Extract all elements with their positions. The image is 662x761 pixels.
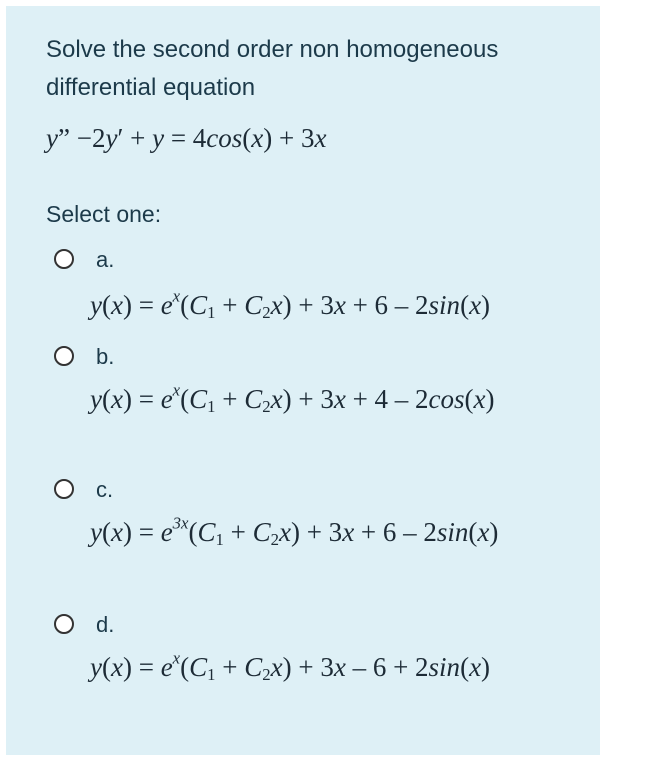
opt-const: + 6 – 2 xyxy=(354,517,437,547)
opt-c1: C xyxy=(189,384,208,414)
opt-c1: C xyxy=(189,652,208,682)
option-letter-d: d. xyxy=(96,612,115,637)
opt-exp: x xyxy=(172,286,181,306)
eq-prime: ′ xyxy=(117,123,124,153)
option-letter-c: c. xyxy=(96,477,114,502)
opt-trig: cos xyxy=(428,384,465,414)
opt-t-close: ) xyxy=(489,517,499,547)
opt-tx: x xyxy=(469,290,482,320)
opt-t-open: ( xyxy=(460,290,470,320)
opt-x3: x xyxy=(333,384,346,414)
eq-equals: = 4 xyxy=(164,123,207,153)
select-one-label: Select one: xyxy=(46,201,162,227)
opt-c2: C xyxy=(244,290,263,320)
question-line-2: differential equation xyxy=(46,74,256,101)
option-equation-a xyxy=(90,285,490,325)
differential-equation xyxy=(46,118,327,158)
eq-plus-3: + 3 xyxy=(272,123,315,153)
option-letter-b: b. xyxy=(96,344,115,369)
opt-e: e xyxy=(160,290,173,320)
opt-y: y xyxy=(90,290,102,320)
opt-cx: x xyxy=(270,384,283,414)
opt-sub1: 1 xyxy=(207,303,216,323)
opt-y: y xyxy=(90,517,102,547)
eq-y: y xyxy=(46,123,58,153)
opt-trig: sin xyxy=(428,652,461,682)
opt-x: x xyxy=(110,290,123,320)
option-equation-b xyxy=(90,379,495,419)
eq-plus: + xyxy=(123,123,153,153)
opt-close: ) = xyxy=(122,517,161,547)
option-letter-a: a. xyxy=(96,247,115,272)
opt-c1: C xyxy=(189,290,208,320)
opt-c-open: ( xyxy=(180,290,190,320)
opt-const: + 6 – 2 xyxy=(345,290,429,320)
opt-e: e xyxy=(160,652,173,682)
opt-exp: x xyxy=(172,380,181,400)
opt-x3: x xyxy=(333,652,346,682)
radio-button-c[interactable] xyxy=(54,479,74,499)
opt-cx: x xyxy=(270,652,283,682)
eq-minus: −2 xyxy=(69,123,106,153)
opt-tx: x xyxy=(477,517,490,547)
eq-paren-open: ( xyxy=(242,123,252,153)
opt-sub1: 1 xyxy=(207,397,216,417)
opt-c2: C xyxy=(244,384,263,414)
opt-c-open: ( xyxy=(188,517,198,547)
opt-tx: x xyxy=(469,652,482,682)
opt-sub1: 1 xyxy=(207,665,216,685)
opt-c-open: ( xyxy=(180,652,190,682)
opt-tx: x xyxy=(473,384,486,414)
opt-x: x xyxy=(110,384,123,414)
opt-trig: sin xyxy=(436,517,469,547)
opt-sub2: 2 xyxy=(262,303,271,323)
opt-exp: 3x xyxy=(172,513,189,533)
opt-sub2: 2 xyxy=(262,397,271,417)
eq-y-prime-var: y xyxy=(105,123,118,153)
opt-open: ( xyxy=(101,517,111,547)
opt-close: ) = xyxy=(122,652,161,682)
radio-button-d[interactable] xyxy=(54,614,74,634)
opt-cx: x xyxy=(278,517,291,547)
opt-open: ( xyxy=(101,384,111,414)
opt-open: ( xyxy=(101,290,111,320)
opt-x: x xyxy=(110,517,123,547)
opt-const: + 4 – 2 xyxy=(345,384,429,414)
opt-x3: x xyxy=(333,290,346,320)
eq-cos: cos xyxy=(206,123,243,153)
opt-open: ( xyxy=(101,652,111,682)
opt-c2: C xyxy=(244,652,263,682)
opt-t-open: ( xyxy=(468,517,478,547)
opt-t-close: ) xyxy=(481,290,491,320)
opt-cx: x xyxy=(270,290,283,320)
opt-c2: C xyxy=(252,517,271,547)
question-line-1: Solve the second order non homogeneous xyxy=(46,36,499,63)
opt-exp: x xyxy=(172,648,181,668)
opt-sub1: 1 xyxy=(215,530,224,550)
opt-trig: sin xyxy=(428,290,461,320)
question-text xyxy=(46,31,586,107)
option-equation-d xyxy=(90,647,490,687)
opt-plus: + xyxy=(215,652,245,682)
opt-t-close: ) xyxy=(485,384,495,414)
opt-x3: x xyxy=(342,517,355,547)
eq-x-2: x xyxy=(314,123,327,153)
opt-close: ) = xyxy=(122,384,161,414)
opt-sub2: 2 xyxy=(270,530,279,550)
opt-plus: + xyxy=(215,290,245,320)
eq-y-var: y xyxy=(152,123,165,153)
opt-sub2: 2 xyxy=(262,665,271,685)
opt-e: e xyxy=(160,384,173,414)
opt-e: e xyxy=(160,517,173,547)
opt-c-close: ) + 3 xyxy=(282,384,334,414)
radio-button-a[interactable] xyxy=(54,249,74,269)
opt-plus: + xyxy=(215,384,245,414)
question-card xyxy=(6,6,600,755)
opt-x: x xyxy=(110,652,123,682)
opt-y: y xyxy=(90,652,102,682)
opt-c-close: ) + 3 xyxy=(282,652,334,682)
opt-t-close: ) xyxy=(481,652,491,682)
opt-close: ) = xyxy=(122,290,161,320)
eq-x: x xyxy=(251,123,264,153)
opt-t-open: ( xyxy=(460,652,470,682)
opt-c-close: ) + 3 xyxy=(290,517,343,547)
opt-c1: C xyxy=(197,517,216,547)
opt-y: y xyxy=(90,384,102,414)
eq-double-prime: ” xyxy=(57,123,70,153)
opt-plus: + xyxy=(223,517,253,547)
eq-paren-close: ) xyxy=(263,123,273,153)
opt-c-open: ( xyxy=(180,384,190,414)
radio-button-b[interactable] xyxy=(54,346,74,366)
opt-c-close: ) + 3 xyxy=(282,290,334,320)
option-equation-c xyxy=(90,512,498,552)
opt-t-open: ( xyxy=(464,384,474,414)
opt-const: – 6 + 2 xyxy=(345,652,429,682)
